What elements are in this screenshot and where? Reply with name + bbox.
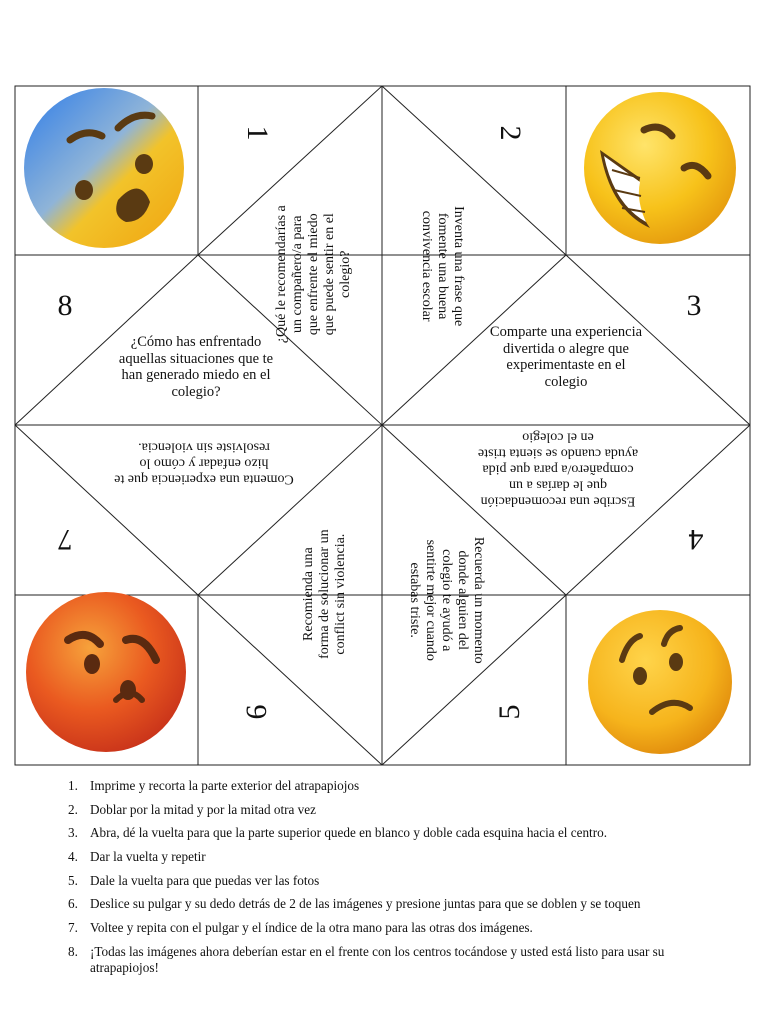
prompt-7: Comenta una experiencia que te hizo enfadar y cómo lo resolviste sin violencia. — [114, 439, 294, 487]
instruction-item: 2. Doblar por la mitad y por la mitad otra vez — [68, 801, 316, 817]
number-2: 2 — [494, 125, 527, 141]
prompt-6: Recomienda una forma de solucionar un conflict sin violencia. — [300, 529, 349, 659]
number-5: 5 — [493, 704, 526, 720]
prompt-3: Comparte una experiencia divertida o alegre que experimentaste en el colegio — [489, 324, 643, 391]
sad-face-icon — [588, 610, 732, 754]
prompt-1: ¿Qué le recomendarías a un compañero/a para que enfrente el miedo que puede sentir en el colegio? — [273, 205, 354, 344]
angry-face-icon — [26, 592, 186, 752]
prompt-4: Escribe una recomendación que le darías a un compañero/a para que pida ayuda cuando se sienta triste en el colegio — [477, 429, 639, 509]
prompt-8: ¿Cómo has enfrentado aquellas situaciones que te han generado miedo en el colegio? — [118, 334, 274, 401]
instruction-item: 6. Deslice su pulgar y su dedo detrás de 2 de las imágenes y presione juntas para que se doblen y se toquen — [68, 896, 641, 912]
instruction-item: 7. Voltee y repita con el pulgar y el índice de la otra mano para las otras dos imágenes. — [68, 920, 533, 936]
number-8: 8 — [57, 289, 73, 322]
instructions-list — [68, 778, 728, 984]
fearful-face-icon — [24, 88, 184, 248]
instruction-item: 3. Abra, dé la vuelta para que la parte superior quede en blanco y doble cada esquina hacia el centro. — [68, 825, 608, 841]
instruction-item: 5. Dale la vuelta para que puedas ver las fotos — [68, 872, 320, 888]
number-7: 7 — [57, 523, 73, 556]
prompt-5: Recuerda un momento donde alguien del colegio te ayudó a sentirte mejor cuando estabas triste. — [406, 536, 487, 664]
instruction-item: 4. Dar la vuelta y repetir — [68, 849, 206, 865]
grinning-squinting-face-icon — [584, 92, 736, 244]
number-6: 6 — [240, 704, 273, 720]
number-4: 4 — [688, 523, 704, 556]
number-1: 1 — [241, 125, 274, 141]
prompt-2: Inventa una frase que fomente una buena convivencia escolar — [418, 206, 467, 327]
instruction-item: 1. Imprime y recorta la parte exterior del atrapapiojos — [68, 778, 360, 793]
number-3: 3 — [686, 289, 702, 322]
instruction-item: 8. ¡Todas las imágenes ahora deberían estar en el frente con los centros tocándose y usted está listo para usar su atrapapiojos! — [68, 943, 665, 975]
